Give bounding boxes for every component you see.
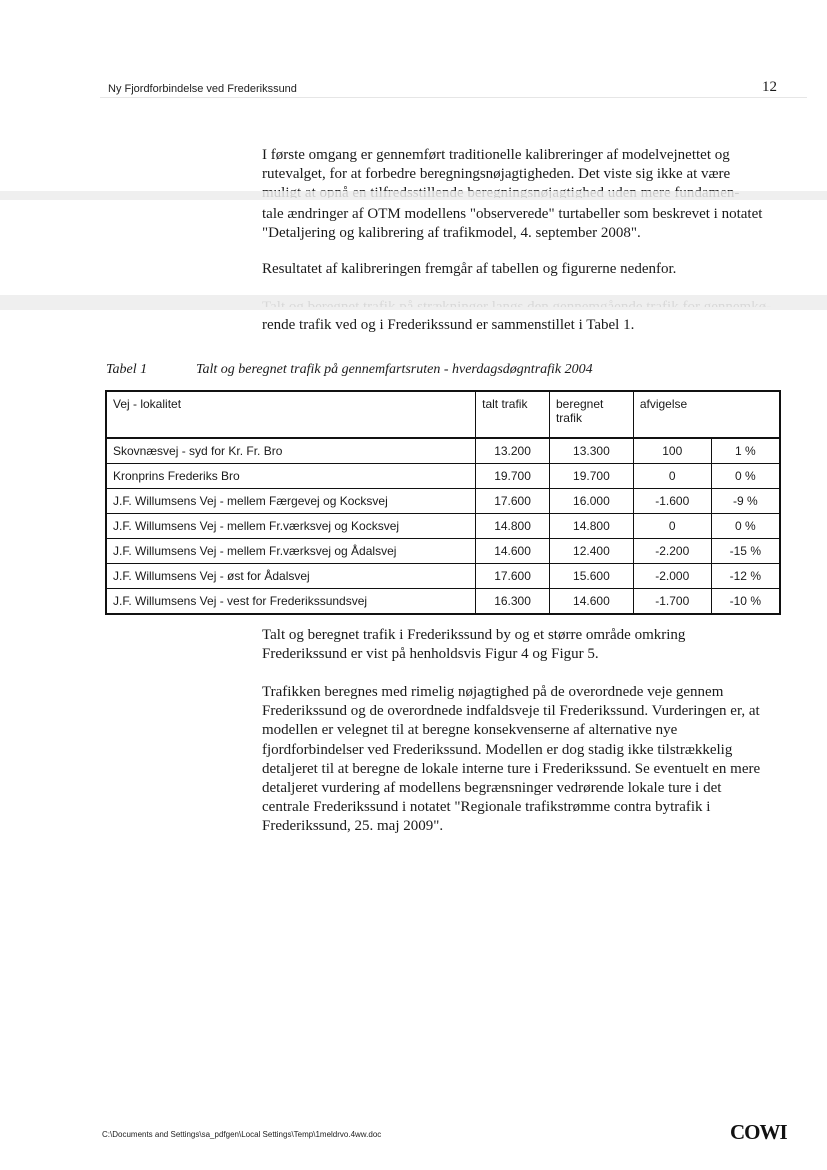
col-header-calculated: beregnet trafik [549, 391, 633, 438]
cell-deviation-pct: -10 % [711, 589, 780, 615]
table-caption-label: Tabel 1 [106, 362, 148, 377]
running-header-title: Ny Fjordforbindelse ved Frederikssund [108, 83, 297, 95]
cell-counted: 17.600 [476, 564, 550, 589]
cowi-logo: COWI [730, 1120, 787, 1144]
cell-deviation-pct: 0 % [711, 514, 780, 539]
paragraph-results: Resultatet af kalibreringen fremgår af tabellen og figurerne nedenfor. [262, 261, 677, 277]
table-row [106, 489, 780, 514]
cell-calculated: 13.300 [549, 438, 633, 464]
cell-deviation-pct: -15 % [711, 539, 780, 564]
cell-deviation: -1.600 [633, 489, 711, 514]
cell-deviation: -1.700 [633, 589, 711, 615]
col-header-location: Vej - lokalitet [106, 391, 476, 438]
page-number: 12 [762, 79, 777, 95]
paragraph-figure-reference: Talt og beregnet trafik i Frederikssund by og et større område omkring Frederikssund er vist på henholdsvis Figur 4 og Figur 5. [262, 627, 686, 663]
cell-deviation-pct: 0 % [711, 464, 780, 489]
cell-calculated: 15.600 [549, 564, 633, 589]
cell-deviation: -2.200 [633, 539, 711, 564]
cell-deviation: 0 [633, 464, 711, 489]
cell-location: J.F. Willumsens Vej - vest for Frederikssundsvej [106, 589, 476, 615]
cell-calculated: 14.600 [549, 589, 633, 615]
cell-counted: 17.600 [476, 489, 550, 514]
col-header-deviation: afvigelse [633, 391, 780, 438]
table-row [106, 539, 780, 564]
cell-counted: 19.700 [476, 464, 550, 489]
cell-deviation-pct: -12 % [711, 564, 780, 589]
cell-location: J.F. Willumsens Vej - øst for Ådalsvej [106, 564, 476, 589]
cell-location: J.F. Willumsens Vej - mellem Fr.værksvej og Kocksvej [106, 514, 476, 539]
table-row [106, 514, 780, 539]
cell-deviation-pct: -9 % [711, 489, 780, 514]
scan-artifact-band [0, 295, 827, 310]
cell-location: Kronprins Frederiks Bro [106, 464, 476, 489]
cell-location: J.F. Willumsens Vej - mellem Fr.værksvej og Ådalsvej [106, 539, 476, 564]
cell-calculated: 14.800 [549, 514, 633, 539]
paragraph-assessment: Trafikken beregnes med rimelig nøjagtighed på de overordnede veje gennem Frederikssund og de overordnede indfaldsveje til Frederikssund. Vurderingen er, at modellen er velegnet til at beregne konsekvenserne af alternative nye fjordforbindelser ved Frederikssund. Modellen er dog stadig ikke tilstrækkelig detaljeret til at beregne de lokale interne ture i Frederikssund. Se eventuelt en mere detaljeret vurdering af modellens begrænsninger vedrørende lokale ture i det centrale Frederikssund i notatet "Regionale trafikstrømme contra bytrafik i Frederikssund, 25. maj 2009". [262, 684, 761, 835]
table-header-row [106, 391, 780, 438]
scan-artifact-band [0, 191, 827, 200]
cell-counted: 13.200 [476, 438, 550, 464]
header-rule [100, 97, 807, 98]
paragraph-calibration-cont: tale ændringer af OTM modellens "observerede" turtabeller som beskrevet i notatet "Detaljering og kalibrering af trafikmodel, 4. september 2008". [262, 206, 763, 242]
table-row [106, 564, 780, 589]
cell-location: J.F. Willumsens Vej - mellem Færgevej og Kocksvej [106, 489, 476, 514]
cell-deviation: 100 [633, 438, 711, 464]
table-row [106, 589, 780, 615]
table-caption-title: Talt og beregnet trafik på gennemfartsruten - hverdagsdøgntrafik 2004 [196, 362, 593, 377]
cell-counted: 14.600 [476, 539, 550, 564]
cell-deviation-pct: 1 % [711, 438, 780, 464]
cell-counted: 16.300 [476, 589, 550, 615]
cell-counted: 14.800 [476, 514, 550, 539]
col-header-counted: talt trafik [476, 391, 550, 438]
table-row [106, 464, 780, 489]
paragraph-calibration-intro: I første omgang er gennemført traditionelle kalibreringer af modelvejnettet og rutevalget, for at forbedre beregningsnøjagtigheden. Det viste sig ikke at være [262, 147, 731, 183]
cell-calculated: 19.700 [549, 464, 633, 489]
table-row [106, 438, 780, 464]
cell-location: Skovnæsvej - syd for Kr. Fr. Bro [106, 438, 476, 464]
paragraph-table-reference: rende trafik ved og i Frederikssund er sammenstillet i Tabel 1. [262, 317, 635, 333]
traffic-table [105, 390, 781, 615]
cell-deviation: -2.000 [633, 564, 711, 589]
footer-file-path: C:\Documents and Settings\sa_pdfgen\Local Settings\Temp\1meldrvo.4ww.doc [102, 1130, 382, 1139]
cell-calculated: 16.000 [549, 489, 633, 514]
table-caption [106, 362, 593, 378]
cell-deviation: 0 [633, 514, 711, 539]
cell-calculated: 12.400 [549, 539, 633, 564]
